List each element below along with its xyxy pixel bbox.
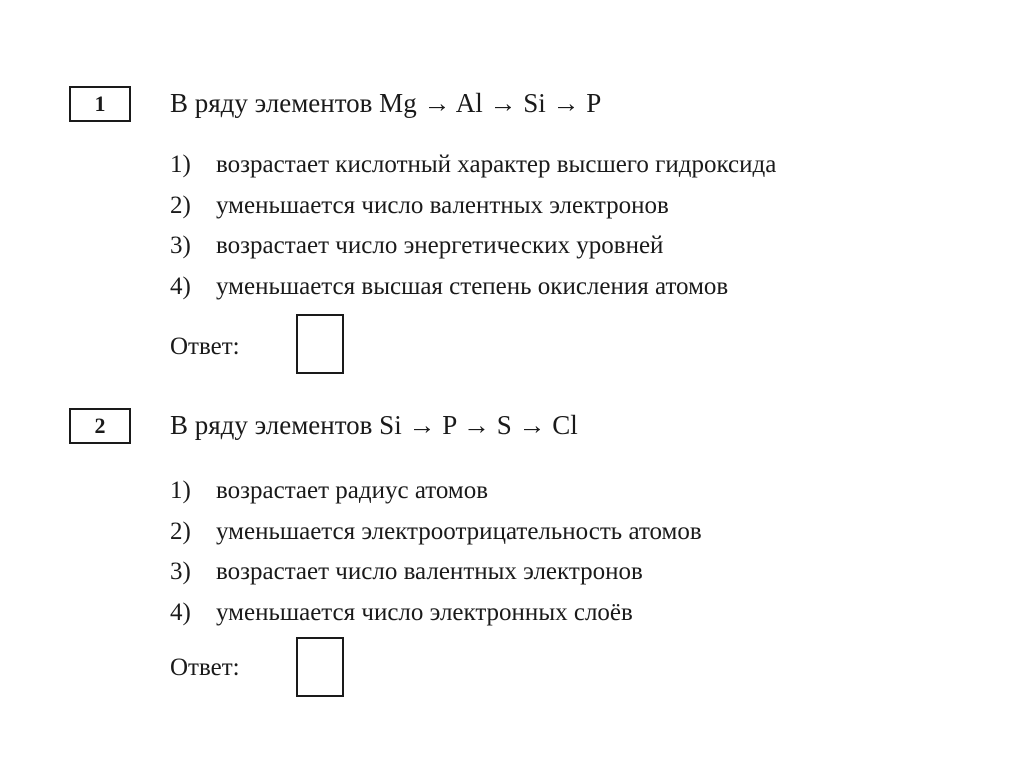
option-1 — [170, 471, 702, 512]
answer-input-box[interactable] — [296, 637, 344, 697]
option-number: 3) — [170, 232, 191, 260]
option-text: возрастает кислотный характер высшего гидроксида — [216, 151, 777, 179]
option-text: уменьшается электроотрицательность атомов — [216, 517, 702, 545]
option-number: 1) — [170, 477, 191, 505]
question-prompt: В ряду элементов Mg → Al → Si → P — [170, 88, 602, 118]
option-2 — [170, 512, 702, 553]
question-number-box — [69, 408, 131, 444]
option-text: возрастает число валентных электронов — [216, 558, 643, 586]
option-4 — [170, 593, 702, 634]
options-list — [170, 145, 776, 307]
option-text: уменьшается число валентных электронов — [216, 191, 669, 219]
option-3 — [170, 552, 702, 593]
option-number: 1) — [170, 151, 191, 179]
option-number: 2) — [170, 191, 191, 219]
option-4 — [170, 267, 776, 308]
option-text: уменьшается высшая степень окисления атомов — [216, 272, 729, 300]
question-number: 1 — [94, 91, 106, 116]
option-number: 4) — [170, 272, 191, 300]
answer-label: Ответ: — [170, 333, 240, 360]
option-text: возрастает радиус атомов — [216, 477, 489, 505]
question-prompt: В ряду элементов Si → P → S → Cl — [170, 410, 578, 440]
question-number: 2 — [94, 413, 106, 438]
answer-label: Ответ: — [170, 654, 240, 681]
question-number-box — [69, 86, 131, 122]
option-number: 3) — [170, 558, 191, 586]
option-text: возрастает число энергетических уровней — [216, 232, 664, 260]
option-text: уменьшается число электронных слоёв — [216, 598, 633, 626]
option-1 — [170, 145, 776, 186]
option-number: 4) — [170, 598, 191, 626]
option-2 — [170, 186, 776, 227]
option-3 — [170, 226, 776, 267]
answer-input-box[interactable] — [296, 314, 344, 374]
options-list — [170, 471, 702, 633]
option-number: 2) — [170, 517, 191, 545]
